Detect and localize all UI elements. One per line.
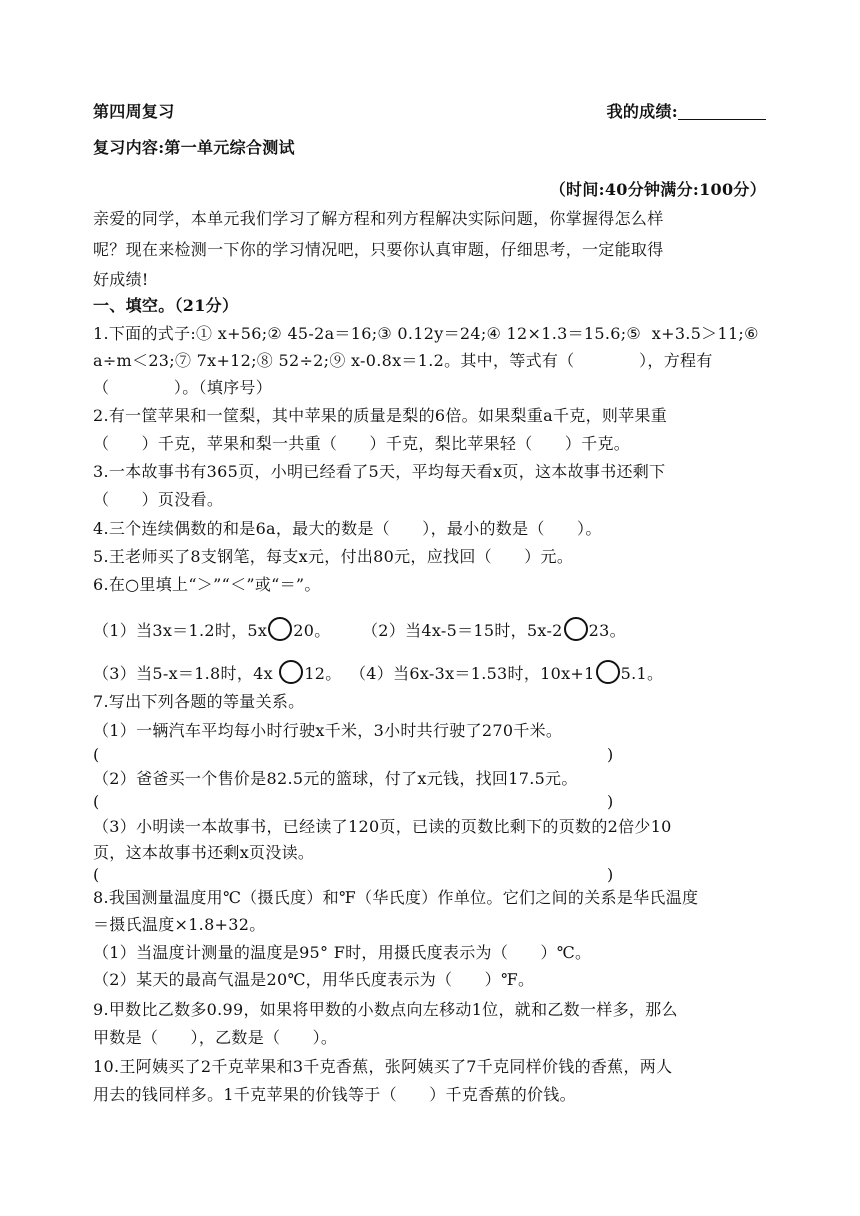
answer-paren-close: ) bbox=[607, 792, 614, 811]
q3-line: 3.一本故事书有365页，小明已经看了5天，平均每天看x页，这本故事书还剩下 bbox=[93, 462, 666, 481]
q6-a-end: 20。 bbox=[293, 621, 331, 640]
time-info: （时间:40分钟满分:100分） bbox=[549, 180, 766, 199]
q6-row-2b bbox=[350, 660, 663, 686]
q7-s3: （3）小明读一本故事书，已经读了120页，已读的页数比剩下的页数的2倍少10 bbox=[93, 817, 672, 836]
q1-line: a÷m＜23;⑦ 7x+12;⑧ 52÷2;⑨ x-0.8x＝1.2。其中，等式有（ ），方程有 bbox=[93, 351, 713, 370]
answer-paren-close: ) bbox=[607, 745, 614, 764]
q8-line: （2）某天的最高气温是20℃，用华氏度表示为（ ）℉。 bbox=[93, 970, 535, 989]
q9-line: 甲数是（ ），乙数是（ ）。 bbox=[93, 1028, 338, 1047]
q6-title: 6.在○里填上“＞”“＜”或“＝”。 bbox=[93, 575, 321, 594]
score-field bbox=[607, 100, 766, 124]
answer-paren-open: ( bbox=[93, 865, 100, 884]
q2-line: （ ）千克，苹果和梨一共重（ ）千克，梨比苹果轻（ ）千克。 bbox=[93, 434, 631, 453]
answer-paren-open: ( bbox=[93, 745, 100, 764]
q1-line: 1.下面的式子:① x+56;② 45-2a＝16;③ 0.12y＝24;④ 12×1.3＝15.6;⑤ x+3.5＞11;⑥ bbox=[93, 324, 759, 343]
compare-circle-icon bbox=[564, 617, 588, 641]
intro-line: 亲爱的同学，本单元我们学习了解方程和列方程解决实际问题，你掌握得怎么样 bbox=[93, 209, 664, 228]
compare-circle-icon bbox=[279, 660, 303, 684]
q6-c-end: 12。 bbox=[304, 664, 342, 683]
q2-line: 2.有一筐苹果和一筐梨，其中苹果的质量是梨的6倍。如果梨重a千克，则苹果重 bbox=[93, 406, 668, 425]
q7-title: 7.写出下列各题的等量关系。 bbox=[93, 692, 305, 711]
q8-line: 8.我国测量温度用℃（摄氏度）和℉（华氏度）作单位。它们之间的关系是华氏温度 bbox=[93, 888, 699, 907]
q9-line: 9.甲数比乙数多0.99，如果将甲数的小数点向左移动1位，就和乙数一样多，那么 bbox=[93, 1000, 678, 1019]
intro-line: 呢？现在来检测一下你的学习情况吧，只要你认真审题，仔细思考，一定能取得 bbox=[93, 240, 664, 259]
q5-line: 5.王老师买了8支钢笔，每支x元，付出80元，应找回（ ）元。 bbox=[93, 547, 574, 566]
q6-d-text: （4）当6x-3x＝1.53时，10x+1 bbox=[350, 664, 595, 683]
review-content: 复习内容:第一单元综合测试 bbox=[93, 138, 295, 157]
q6-a-text: （1）当3x＝1.2时，5x bbox=[93, 621, 268, 640]
header-week: 第四周复习 bbox=[93, 102, 175, 121]
q6-b-end: 23。 bbox=[588, 621, 626, 640]
answer-paren-close: ) bbox=[607, 865, 614, 884]
score-blank bbox=[678, 101, 766, 120]
q8-line: （1）当温度计测量的温度是95° F时，用摄氏度表示为（ ）℃。 bbox=[93, 943, 592, 962]
q6-d-end: 5.1。 bbox=[620, 664, 664, 683]
q6-c-text: （3）当5-x＝1.8时，4x bbox=[93, 664, 279, 683]
q3-line: （ ）页没看。 bbox=[93, 490, 224, 509]
q7-s3: 页，这本故事书还剩x页没读。 bbox=[93, 843, 315, 862]
compare-circle-icon bbox=[268, 617, 292, 641]
intro-line: 好成绩! bbox=[93, 270, 149, 289]
answer-paren-open: ( bbox=[93, 792, 100, 811]
q6-row-1b bbox=[362, 617, 626, 643]
q6-row-2 bbox=[93, 660, 342, 686]
section-title: 一、填空。（21分） bbox=[93, 296, 239, 315]
q4-line: 4.三个连续偶数的和是6a，最大的数是（ ），最小的数是（ ）。 bbox=[93, 519, 602, 538]
q10-line: 用去的钱同样多。1千克苹果的价钱等于（ ）千克香蕉的价钱。 bbox=[93, 1085, 576, 1104]
score-label: 我的成绩: bbox=[606, 102, 678, 121]
q7-s1: （1）一辆汽车平均每小时行驶x千米，3小时共行驶了270千米。 bbox=[93, 721, 563, 740]
compare-circle-icon bbox=[596, 660, 620, 684]
q6-b-text: （2）当4x-5＝15时，5x-2 bbox=[362, 621, 563, 640]
q1-line: （ ）。（填序号） bbox=[93, 378, 273, 397]
q7-s2: （2）爸爸买一个售价是82.5元的篮球，付了x元钱，找回17.5元。 bbox=[93, 769, 578, 788]
q8-line: ＝摄氏温度×1.8+32。 bbox=[93, 915, 266, 934]
q10-line: 10.王阿姨买了2千克苹果和3千克香蕉，张阿姨买了7千克同样价钱的香蕉，两人 bbox=[93, 1057, 673, 1076]
q6-row-1 bbox=[93, 617, 331, 643]
